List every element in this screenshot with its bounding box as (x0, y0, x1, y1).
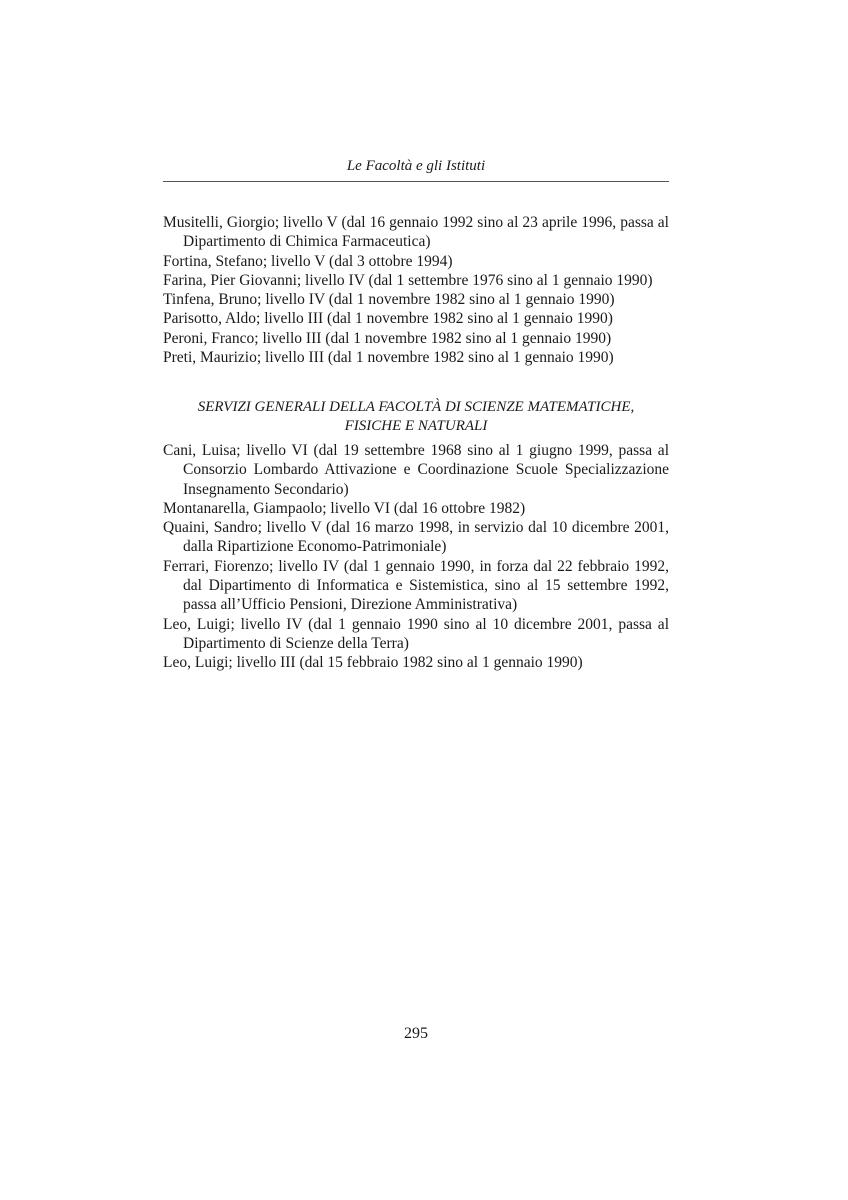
list-item: Musitelli, Giorgio; livello V (dal 16 gennaio 1992 sino al 23 aprile 1996, passa al Dipartimento di Chimica Farmaceutica) (163, 214, 669, 251)
header-rule (163, 181, 669, 182)
list-item: Ferrari, Fiorenzo; livello IV (dal 1 gennaio 1990, in forza dal 22 febbraio 1992, dal Dipartimento di Informatica e Sistemistica, sino al 15 settembre 1992, passa all’Ufficio Pensioni, Direzione Amministrativa) (163, 557, 669, 614)
list-item: Montanarella, Giampaolo; livello VI (dal 16 ottobre 1982) (163, 499, 526, 517)
list-item: Tinfena, Bruno; livello IV (dal 1 novembre 1982 sino al 1 gennaio 1990) (163, 291, 615, 309)
list-item: Peroni, Franco; livello III (dal 1 novembre 1982 sino al 1 gennaio 1990) (163, 329, 612, 347)
section-heading-line-2: FISICHE E NATURALI (344, 418, 488, 434)
list-item: Parisotto, Aldo; livello III (dal 1 novembre 1982 sino al 1 gennaio 1990) (163, 310, 613, 328)
list-item: Quaini, Sandro; livello V (dal 16 marzo 1998, in servizio dal 10 dicembre 2001, dalla Ripartizione Economo-Patrimoniale) (163, 519, 669, 556)
running-head: Le Facoltà e gli Istituti (346, 158, 486, 174)
list-item: Leo, Luigi; livello IV (dal 1 gennaio 1990 sino al 10 dicembre 2001, passa al Dipartimento di Scienze della Terra) (163, 615, 669, 652)
section-heading (163, 398, 669, 436)
list-item: Leo, Luigi; livello III (dal 15 febbraio 1982 sino al 1 gennaio 1990) (163, 654, 583, 672)
list-item: Cani, Luisa; livello VI (dal 19 settembre 1968 sino al 1 giugno 1999, passa al Consorzio Lombardo Attivazione e Coordinazione Scuole Specializzazione Insegnamento Secondario) (163, 442, 669, 498)
list-item: Farina, Pier Giovanni; livello IV (dal 1 settembre 1976 sino al 1 gennaio 1990) (163, 271, 653, 289)
section-heading-line-1: SERVIZI GENERALI DELLA FACOLTÀ DI SCIENZE MATEMATICHE, (197, 399, 635, 415)
list-item: Fortina, Stefano; livello V (dal 3 ottobre 1994) (163, 252, 453, 270)
list-item: Preti, Maurizio; livello III (dal 1 novembre 1982 sino al 1 gennaio 1990) (163, 349, 614, 367)
page-number: 295 (404, 1025, 428, 1042)
staff-list-top (163, 213, 669, 367)
staff-list-section (163, 441, 669, 673)
